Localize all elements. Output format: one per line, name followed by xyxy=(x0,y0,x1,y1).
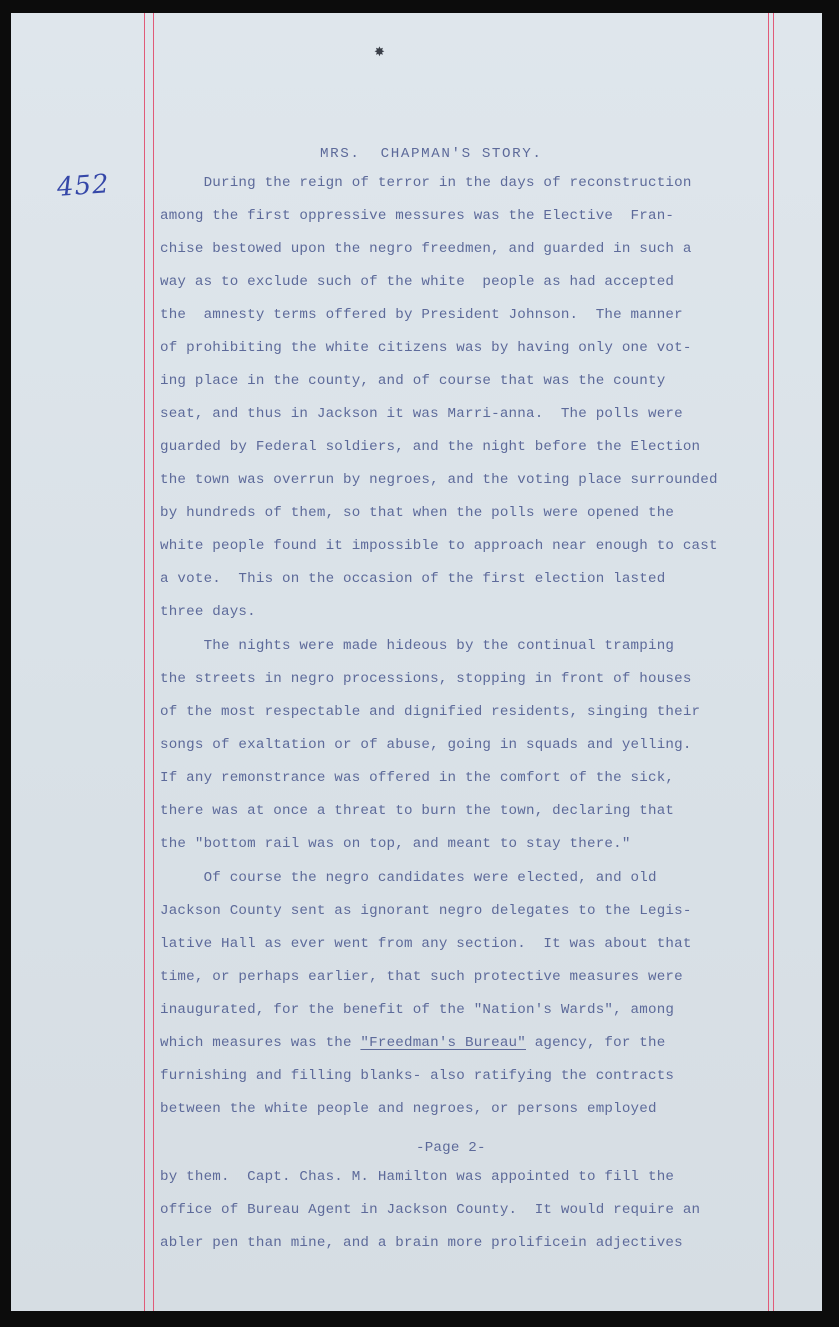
underlined-term: "Freedman's Bureau" xyxy=(360,1035,526,1051)
text-line: ing place in the county, and of course that was the county xyxy=(160,373,666,389)
text-line: The nights were made hideous by the continual tramping xyxy=(160,638,675,654)
text-line: way as to exclude such of the white people as had accepted xyxy=(160,274,675,290)
text-line: Jackson County sent as ignorant negro delegates to the Legis- xyxy=(160,903,692,919)
text-line: furnishing and filling blanks- also ratifying the contracts xyxy=(160,1068,675,1084)
page-title: MRS. CHAPMAN'S STORY. xyxy=(320,146,543,162)
text-line: abler pen than mine, and a brain more prolificein adjectives xyxy=(160,1235,683,1251)
text-line: of prohibiting the white citizens was by having only one vot- xyxy=(160,340,692,356)
text-line: office of Bureau Agent in Jackson County. It would require an xyxy=(160,1202,701,1218)
text-line: of the most respectable and dignified residents, singing their xyxy=(160,704,701,720)
text-line: seat, and thus in Jackson it was Marri-anna. The polls were xyxy=(160,406,683,422)
page-number-marker: -Page 2- xyxy=(416,1140,486,1156)
text-segment: which measures was the xyxy=(160,1035,361,1051)
text-line: white people found it impossible to approach near enough to cast xyxy=(160,538,718,554)
folio-number: 452 xyxy=(56,169,111,203)
text-line: between the white people and negroes, or persons employed xyxy=(160,1101,657,1117)
right-margin-rule xyxy=(768,13,769,1311)
left-margin-rule-inner xyxy=(153,13,154,1311)
text-line: time, or perhaps earlier, that such protective measures were xyxy=(160,969,683,985)
text-line: During the reign of terror in the days of reconstruction xyxy=(160,175,692,191)
text-line: the "bottom rail was on top, and meant to stay there." xyxy=(160,836,631,852)
text-line: three days. xyxy=(160,604,256,620)
left-margin-rule xyxy=(144,13,145,1311)
text-line: lative Hall as ever went from any section. It was about that xyxy=(160,936,692,952)
text-line-freedmans-bureau xyxy=(160,1035,665,1051)
ink-mark-icon: ✸ xyxy=(374,45,385,60)
text-line: inaugurated, for the benefit of the "Nation's Wards", among xyxy=(160,1002,675,1018)
text-line: the streets in negro processions, stopping in front of houses xyxy=(160,671,692,687)
text-line: guarded by Federal soldiers, and the night before the Election xyxy=(160,439,701,455)
text-line: among the first oppressive messures was the Elective Fran- xyxy=(160,208,675,224)
text-line: by hundreds of them, so that when the polls were opened the xyxy=(160,505,675,521)
text-line: the town was overrun by negroes, and the voting place surrounded xyxy=(160,472,718,488)
text-line: by them. Capt. Chas. M. Hamilton was appointed to fill the xyxy=(160,1169,675,1185)
document-page xyxy=(11,13,822,1311)
text-line: a vote. This on the occasion of the first election lasted xyxy=(160,571,666,587)
right-margin-rule-outer xyxy=(773,13,774,1311)
text-line: songs of exaltation or of abuse, going in squads and yelling. xyxy=(160,737,692,753)
text-line: the amnesty terms offered by President Johnson. The manner xyxy=(160,307,683,323)
text-line: chise bestowed upon the negro freedmen, and guarded in such a xyxy=(160,241,692,257)
text-line: there was at once a threat to burn the town, declaring that xyxy=(160,803,675,819)
text-line: If any remonstrance was offered in the comfort of the sick, xyxy=(160,770,675,786)
text-line: Of course the negro candidates were elected, and old xyxy=(160,870,657,886)
text-segment: agency, for the xyxy=(526,1035,666,1051)
